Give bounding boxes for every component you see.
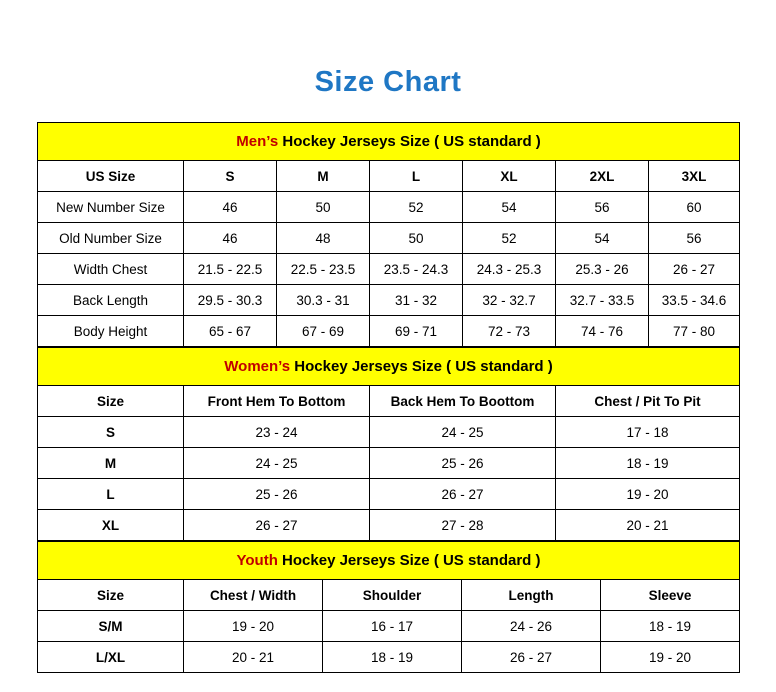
mens-section-heading-row	[38, 123, 740, 161]
table-cell: 26 - 27	[462, 642, 601, 673]
table-cell: 24 - 26	[462, 611, 601, 642]
table-cell: 24 - 25	[184, 448, 370, 479]
table-cell: 32 - 32.7	[463, 285, 556, 316]
table-cell: 77 - 80	[649, 316, 740, 347]
mens-heading-rest: Hockey Jerseys Size ( US standard )	[278, 133, 541, 150]
womens-col-header: Chest / Pit To Pit	[556, 386, 740, 417]
mens-size-table	[37, 122, 740, 347]
table-cell: 18 - 19	[556, 448, 740, 479]
womens-col-header: Back Hem To Boottom	[370, 386, 556, 417]
table-cell: 23 - 24	[184, 417, 370, 448]
table-cell: 26 - 27	[184, 510, 370, 541]
table-cell: 18 - 19	[323, 642, 462, 673]
table-cell: 52	[370, 192, 463, 223]
table-cell: 27 - 28	[370, 510, 556, 541]
womens-size-table	[37, 347, 740, 541]
youth-heading-rest: Hockey Jerseys Size ( US standard )	[277, 552, 541, 569]
mens-col-header: 2XL	[556, 161, 649, 192]
table-row	[38, 448, 740, 479]
womens-heading-accent: Women’s	[224, 358, 291, 375]
table-cell: 52	[463, 223, 556, 254]
mens-col-header: M	[277, 161, 370, 192]
youth-col-header: Length	[462, 580, 601, 611]
table-cell: 25.3 - 26	[556, 254, 649, 285]
womens-heading-rest: Hockey Jerseys Size ( US standard )	[290, 358, 553, 375]
row-label: M	[38, 448, 184, 479]
youth-col-header: Size	[38, 580, 184, 611]
youth-col-header: Sleeve	[601, 580, 740, 611]
table-cell: 48	[277, 223, 370, 254]
row-label: Body Height	[38, 316, 184, 347]
table-cell: 74 - 76	[556, 316, 649, 347]
womens-column-header-row	[38, 386, 740, 417]
table-cell: 20 - 21	[556, 510, 740, 541]
table-row	[38, 316, 740, 347]
table-row	[38, 285, 740, 316]
table-cell: 69 - 71	[370, 316, 463, 347]
womens-col-header: Size	[38, 386, 184, 417]
youth-col-header: Chest / Width	[184, 580, 323, 611]
table-cell: 67 - 69	[277, 316, 370, 347]
table-row	[38, 479, 740, 510]
table-row	[38, 254, 740, 285]
table-cell: 23.5 - 24.3	[370, 254, 463, 285]
table-cell: 17 - 18	[556, 417, 740, 448]
youth-col-header: Shoulder	[323, 580, 462, 611]
table-cell: 24.3 - 25.3	[463, 254, 556, 285]
row-label: S/M	[38, 611, 184, 642]
table-cell: 54	[463, 192, 556, 223]
mens-heading-accent: Men’s	[236, 133, 279, 150]
row-label: New Number Size	[38, 192, 184, 223]
table-cell: 19 - 20	[184, 611, 323, 642]
table-cell: 19 - 20	[601, 642, 740, 673]
table-row	[38, 223, 740, 254]
mens-column-header-row	[38, 161, 740, 192]
table-row	[38, 192, 740, 223]
table-cell: 56	[649, 223, 740, 254]
table-cell: 54	[556, 223, 649, 254]
table-cell: 16 - 17	[323, 611, 462, 642]
table-cell: 20 - 21	[184, 642, 323, 673]
mens-col-header: US Size	[38, 161, 184, 192]
page-title: Size Chart	[314, 66, 462, 98]
table-row	[38, 417, 740, 448]
table-cell: 65 - 67	[184, 316, 277, 347]
table-cell: 50	[370, 223, 463, 254]
table-row	[38, 611, 740, 642]
table-cell: 33.5 - 34.6	[649, 285, 740, 316]
table-cell: 29.5 - 30.3	[184, 285, 277, 316]
youth-section-heading	[38, 542, 740, 580]
table-row	[38, 642, 740, 673]
row-label: XL	[38, 510, 184, 541]
table-cell: 31 - 32	[370, 285, 463, 316]
table-cell: 22.5 - 23.5	[277, 254, 370, 285]
row-label: Old Number Size	[38, 223, 184, 254]
mens-section-heading	[38, 123, 740, 161]
table-cell: 60	[649, 192, 740, 223]
table-row	[38, 510, 740, 541]
mens-col-header: XL	[463, 161, 556, 192]
youth-heading-accent: Youth	[236, 552, 278, 569]
row-label: S	[38, 417, 184, 448]
row-label: Width Chest	[38, 254, 184, 285]
table-cell: 72 - 73	[463, 316, 556, 347]
womens-section-heading	[38, 348, 740, 386]
row-label: L	[38, 479, 184, 510]
womens-col-header: Front Hem To Bottom	[184, 386, 370, 417]
table-cell: 26 - 27	[370, 479, 556, 510]
size-chart-tables	[37, 122, 739, 673]
row-label: L/XL	[38, 642, 184, 673]
table-cell: 30.3 - 31	[277, 285, 370, 316]
table-cell: 21.5 - 22.5	[184, 254, 277, 285]
table-cell: 26 - 27	[649, 254, 740, 285]
table-cell: 50	[277, 192, 370, 223]
table-cell: 25 - 26	[370, 448, 556, 479]
youth-size-table	[37, 541, 740, 673]
table-cell: 46	[184, 223, 277, 254]
table-cell: 32.7 - 33.5	[556, 285, 649, 316]
table-cell: 56	[556, 192, 649, 223]
mens-col-header: S	[184, 161, 277, 192]
table-cell: 46	[184, 192, 277, 223]
table-cell: 25 - 26	[184, 479, 370, 510]
table-cell: 18 - 19	[601, 611, 740, 642]
row-label: Back Length	[38, 285, 184, 316]
youth-column-header-row	[38, 580, 740, 611]
mens-col-header: 3XL	[649, 161, 740, 192]
youth-section-heading-row	[38, 542, 740, 580]
table-cell: 19 - 20	[556, 479, 740, 510]
table-cell: 24 - 25	[370, 417, 556, 448]
mens-col-header: L	[370, 161, 463, 192]
womens-section-heading-row	[38, 348, 740, 386]
